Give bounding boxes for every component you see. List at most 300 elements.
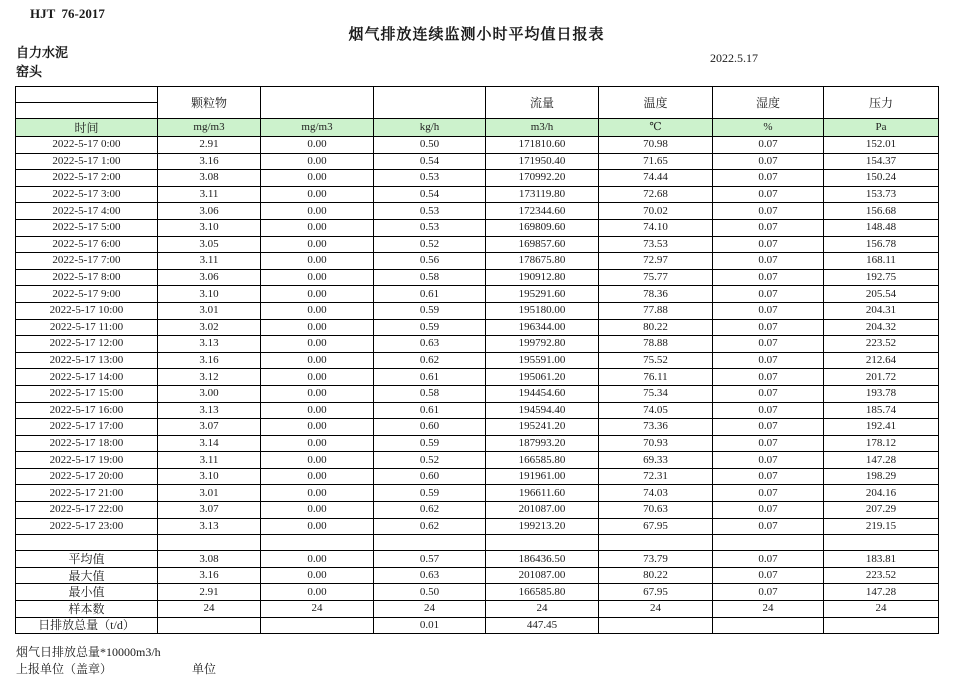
value-cell: 0.53 — [374, 170, 486, 187]
value-cell: 67.95 — [599, 584, 713, 601]
table-row — [16, 236, 939, 253]
value-cell: 72.97 — [599, 253, 713, 270]
value-cell: 0.07 — [713, 567, 824, 584]
value-cell: 0.62 — [374, 352, 486, 369]
value-cell: 3.02 — [158, 319, 261, 336]
value-cell: 70.63 — [599, 502, 713, 519]
header-cell-humidity: 湿度 — [713, 87, 824, 119]
value-cell: 24 — [486, 601, 599, 618]
value-cell: 0.50 — [374, 584, 486, 601]
value-cell: 0.60 — [374, 419, 486, 436]
value-cell: 0.00 — [261, 302, 374, 319]
value-cell: 3.16 — [158, 352, 261, 369]
table-row — [16, 336, 939, 353]
value-cell: 0.07 — [713, 402, 824, 419]
value-cell: 0.07 — [713, 269, 824, 286]
row-label-cell: 2022-5-17 9:00 — [16, 286, 158, 303]
value-cell: 0.52 — [374, 452, 486, 469]
value-cell: 0.07 — [713, 286, 824, 303]
value-cell: 0.57 — [374, 551, 486, 568]
value-cell: 171810.60 — [486, 137, 599, 154]
row-label-cell: 2022-5-17 16:00 — [16, 402, 158, 419]
group-header-row — [16, 87, 939, 103]
value-cell: 3.01 — [158, 302, 261, 319]
value-cell: 194594.40 — [486, 402, 599, 419]
row-label-cell: 2022-5-17 11:00 — [16, 319, 158, 336]
value-cell: 0.59 — [374, 302, 486, 319]
row-label-cell: 最大值 — [16, 567, 158, 584]
value-cell: 3.11 — [158, 186, 261, 203]
table-row — [16, 601, 939, 618]
unit-cell-m3h: m3/h — [486, 119, 599, 137]
value-cell: 0.61 — [374, 402, 486, 419]
value-cell: 173119.80 — [486, 186, 599, 203]
value-cell: 3.07 — [158, 419, 261, 436]
row-label-cell: 平均值 — [16, 551, 158, 568]
value-cell: 73.79 — [599, 551, 713, 568]
table-row — [16, 402, 939, 419]
value-cell: 0.00 — [261, 203, 374, 220]
table-row — [16, 352, 939, 369]
value-cell: 74.10 — [599, 219, 713, 236]
value-cell: 75.34 — [599, 385, 713, 402]
value-cell: 77.88 — [599, 302, 713, 319]
value-cell: 219.15 — [824, 518, 939, 535]
value-cell — [713, 617, 824, 634]
blank-cell — [824, 535, 939, 551]
value-cell: 178675.80 — [486, 253, 599, 270]
value-cell: 0.07 — [713, 219, 824, 236]
value-cell: 72.31 — [599, 468, 713, 485]
value-cell — [824, 617, 939, 634]
value-cell: 0.58 — [374, 269, 486, 286]
value-cell: 2.91 — [158, 584, 261, 601]
value-cell: 3.13 — [158, 518, 261, 535]
value-cell: 78.88 — [599, 336, 713, 353]
value-cell: 3.13 — [158, 336, 261, 353]
value-cell: 3.00 — [158, 385, 261, 402]
value-cell: 199792.80 — [486, 336, 599, 353]
value-cell: 0.59 — [374, 319, 486, 336]
table-row — [16, 502, 939, 519]
value-cell: 166585.80 — [486, 584, 599, 601]
value-cell: 199213.20 — [486, 518, 599, 535]
table-row — [16, 617, 939, 634]
value-cell: 80.22 — [599, 567, 713, 584]
row-label-cell: 2022-5-17 8:00 — [16, 269, 158, 286]
value-cell: 196611.60 — [486, 485, 599, 502]
value-cell: 0.63 — [374, 567, 486, 584]
value-cell: 0.00 — [261, 236, 374, 253]
value-cell: 0.60 — [374, 468, 486, 485]
value-cell: 0.59 — [374, 435, 486, 452]
value-cell: 74.05 — [599, 402, 713, 419]
unit-cell-pa: Pa — [824, 119, 939, 137]
value-cell: 75.77 — [599, 269, 713, 286]
value-cell: 212.64 — [824, 352, 939, 369]
value-cell: 0.07 — [713, 369, 824, 386]
value-cell: 3.14 — [158, 435, 261, 452]
value-cell: 3.08 — [158, 551, 261, 568]
row-label-cell: 2022-5-17 4:00 — [16, 203, 158, 220]
row-label-cell: 2022-5-17 7:00 — [16, 253, 158, 270]
table-row — [16, 518, 939, 535]
value-cell: 75.52 — [599, 352, 713, 369]
row-label-cell: 2022-5-17 19:00 — [16, 452, 158, 469]
table-row — [16, 468, 939, 485]
value-cell: 147.28 — [824, 584, 939, 601]
value-cell: 72.68 — [599, 186, 713, 203]
blank-cell — [261, 535, 374, 551]
header-cell-flow: 流量 — [486, 87, 599, 119]
value-cell: 0.07 — [713, 485, 824, 502]
value-cell: 0.07 — [713, 153, 824, 170]
value-cell: 0.07 — [713, 468, 824, 485]
value-cell: 0.58 — [374, 385, 486, 402]
unit-cell-percent: % — [713, 119, 824, 137]
value-cell: 0.07 — [713, 336, 824, 353]
value-cell: 194454.60 — [486, 385, 599, 402]
page-title: 烟气排放连续监测小时平均值日报表 — [348, 27, 605, 43]
unit-label: 单位 — [192, 662, 217, 676]
value-cell: 0.07 — [713, 170, 824, 187]
value-cell: 0.07 — [713, 137, 824, 154]
value-cell: 0.00 — [261, 369, 374, 386]
table-row — [16, 485, 939, 502]
value-cell: 0.07 — [713, 302, 824, 319]
value-cell: 153.73 — [824, 186, 939, 203]
value-cell: 0.54 — [374, 153, 486, 170]
value-cell: 67.95 — [599, 518, 713, 535]
company-name: 自力水泥 — [16, 45, 69, 60]
value-cell: 192.75 — [824, 269, 939, 286]
value-cell: 195591.00 — [486, 352, 599, 369]
blank-cell — [374, 535, 486, 551]
value-cell: 80.22 — [599, 319, 713, 336]
row-label-cell: 2022-5-17 21:00 — [16, 485, 158, 502]
value-cell: 223.52 — [824, 567, 939, 584]
row-label-cell: 2022-5-17 20:00 — [16, 468, 158, 485]
header-rows — [16, 87, 939, 137]
value-cell: 201.72 — [824, 369, 939, 386]
value-cell: 0.00 — [261, 269, 374, 286]
table-row — [16, 253, 939, 270]
blank-cell — [16, 535, 158, 551]
value-cell: 0.52 — [374, 236, 486, 253]
row-label-cell: 2022-5-17 6:00 — [16, 236, 158, 253]
value-cell: 3.10 — [158, 468, 261, 485]
value-cell: 0.00 — [261, 485, 374, 502]
value-cell: 0.00 — [261, 419, 374, 436]
header-cell-temperature: 温度 — [599, 87, 713, 119]
value-cell: 191961.00 — [486, 468, 599, 485]
value-cell: 0.00 — [261, 286, 374, 303]
value-cell: 0.07 — [713, 352, 824, 369]
value-cell: 73.53 — [599, 236, 713, 253]
table-row — [16, 369, 939, 386]
table-row — [16, 435, 939, 452]
value-cell: 0.50 — [374, 137, 486, 154]
value-cell: 0.07 — [713, 584, 824, 601]
value-cell: 0.00 — [261, 551, 374, 568]
row-label-cell: 日排放总量（t/d） — [16, 617, 158, 634]
row-label-cell: 2022-5-17 1:00 — [16, 153, 158, 170]
blank-cell — [486, 535, 599, 551]
table-row — [16, 286, 939, 303]
value-cell: 24 — [158, 601, 261, 618]
value-cell: 0.61 — [374, 369, 486, 386]
value-cell: 152.01 — [824, 137, 939, 154]
value-cell: 0.07 — [713, 236, 824, 253]
header-cell-empty-bottom — [16, 103, 158, 119]
value-cell: 0.62 — [374, 518, 486, 535]
value-cell: 171950.40 — [486, 153, 599, 170]
value-cell: 0.00 — [261, 336, 374, 353]
unit-cell-time: 时间 — [16, 119, 158, 137]
value-cell: 0.00 — [261, 452, 374, 469]
value-cell: 201087.00 — [486, 502, 599, 519]
value-cell — [261, 617, 374, 634]
table-row — [16, 452, 939, 469]
row-label-cell: 2022-5-17 13:00 — [16, 352, 158, 369]
value-cell: 169809.60 — [486, 219, 599, 236]
value-cell: 3.06 — [158, 269, 261, 286]
value-cell: 185.74 — [824, 402, 939, 419]
value-cell: 3.16 — [158, 153, 261, 170]
table-row — [16, 269, 939, 286]
value-cell: 0.53 — [374, 219, 486, 236]
value-cell: 195061.20 — [486, 369, 599, 386]
value-cell: 0.07 — [713, 419, 824, 436]
value-cell: 0.00 — [261, 186, 374, 203]
value-cell: 192.41 — [824, 419, 939, 436]
table-row — [16, 137, 939, 154]
table-row — [16, 584, 939, 601]
value-cell: 0.00 — [261, 137, 374, 154]
value-cell: 3.10 — [158, 286, 261, 303]
row-label-cell: 2022-5-17 18:00 — [16, 435, 158, 452]
value-cell: 154.37 — [824, 153, 939, 170]
value-cell: 201087.00 — [486, 567, 599, 584]
row-label-cell: 样本数 — [16, 601, 158, 618]
header-cell-particulate: 颗粒物 — [158, 87, 261, 119]
value-cell: 73.36 — [599, 419, 713, 436]
header-cell-empty-1 — [261, 87, 374, 119]
value-cell: 0.59 — [374, 485, 486, 502]
value-cell: 3.07 — [158, 502, 261, 519]
value-cell — [158, 617, 261, 634]
value-cell: 24 — [261, 601, 374, 618]
unit-cell-kgh: kg/h — [374, 119, 486, 137]
value-cell: 169857.60 — [486, 236, 599, 253]
value-cell: 205.54 — [824, 286, 939, 303]
value-cell: 24 — [599, 601, 713, 618]
blank-cell — [713, 535, 824, 551]
value-cell: 3.16 — [158, 567, 261, 584]
value-cell: 0.00 — [261, 253, 374, 270]
value-cell: 0.00 — [261, 170, 374, 187]
row-label-cell: 2022-5-17 2:00 — [16, 170, 158, 187]
value-cell: 0.00 — [261, 153, 374, 170]
value-cell: 186436.50 — [486, 551, 599, 568]
value-cell: 71.65 — [599, 153, 713, 170]
value-cell: 3.05 — [158, 236, 261, 253]
value-cell: 204.32 — [824, 319, 939, 336]
unit-header-row — [16, 119, 939, 137]
value-cell: 0.61 — [374, 286, 486, 303]
daily-report-table — [15, 86, 939, 634]
value-cell: 196344.00 — [486, 319, 599, 336]
table-row — [16, 186, 939, 203]
value-cell: 3.13 — [158, 402, 261, 419]
value-cell: 0.07 — [713, 203, 824, 220]
row-label-cell: 2022-5-17 3:00 — [16, 186, 158, 203]
value-cell: 0.01 — [374, 617, 486, 634]
value-cell: 190912.80 — [486, 269, 599, 286]
value-cell: 24 — [374, 601, 486, 618]
value-cell: 195180.00 — [486, 302, 599, 319]
value-cell: 0.00 — [261, 502, 374, 519]
value-cell: 0.07 — [713, 452, 824, 469]
value-cell: 178.12 — [824, 435, 939, 452]
value-cell: 0.00 — [261, 584, 374, 601]
summary-rows — [16, 551, 939, 634]
value-cell: 0.63 — [374, 336, 486, 353]
value-cell: 3.11 — [158, 452, 261, 469]
value-cell: 0.56 — [374, 253, 486, 270]
value-cell: 223.52 — [824, 336, 939, 353]
value-cell: 156.78 — [824, 236, 939, 253]
header-cell-empty-top — [16, 87, 158, 103]
value-cell: 0.00 — [261, 219, 374, 236]
value-cell: 3.08 — [158, 170, 261, 187]
value-cell: 0.00 — [261, 385, 374, 402]
separator-rows — [16, 535, 939, 551]
value-cell: 147.28 — [824, 452, 939, 469]
value-cell: 0.07 — [713, 253, 824, 270]
value-cell: 193.78 — [824, 385, 939, 402]
value-cell: 74.03 — [599, 485, 713, 502]
value-cell: 0.07 — [713, 502, 824, 519]
row-label-cell: 2022-5-17 15:00 — [16, 385, 158, 402]
value-cell: 0.07 — [713, 518, 824, 535]
table-row — [16, 419, 939, 436]
row-label-cell: 2022-5-17 12:00 — [16, 336, 158, 353]
value-cell: 69.33 — [599, 452, 713, 469]
header-cell-empty-2 — [374, 87, 486, 119]
value-cell: 148.48 — [824, 219, 939, 236]
value-cell: 0.07 — [713, 435, 824, 452]
value-cell: 204.31 — [824, 302, 939, 319]
data-rows — [16, 137, 939, 535]
table-row — [16, 219, 939, 236]
value-cell: 150.24 — [824, 170, 939, 187]
value-cell: 172344.60 — [486, 203, 599, 220]
value-cell: 183.81 — [824, 551, 939, 568]
value-cell: 0.07 — [713, 319, 824, 336]
unit-cell-celsius: ℃ — [599, 119, 713, 137]
value-cell: 78.36 — [599, 286, 713, 303]
table-row — [16, 385, 939, 402]
unit-cell-mgm3-1: mg/m3 — [158, 119, 261, 137]
row-label-cell: 2022-5-17 5:00 — [16, 219, 158, 236]
value-cell: 3.12 — [158, 369, 261, 386]
value-cell: 187993.20 — [486, 435, 599, 452]
value-cell: 76.11 — [599, 369, 713, 386]
value-cell: 2.91 — [158, 137, 261, 154]
value-cell: 70.02 — [599, 203, 713, 220]
value-cell: 70.93 — [599, 435, 713, 452]
report-unit-label: 上报单位（盖章） — [16, 662, 113, 676]
table-row — [16, 302, 939, 319]
monitoring-point-name: 窑头 — [16, 64, 43, 79]
value-cell: 0.53 — [374, 203, 486, 220]
value-cell: 24 — [713, 601, 824, 618]
value-cell: 166585.80 — [486, 452, 599, 469]
value-cell: 0.00 — [261, 435, 374, 452]
value-cell: 170992.20 — [486, 170, 599, 187]
value-cell: 0.07 — [713, 385, 824, 402]
blank-cell — [158, 535, 261, 551]
table-row — [16, 551, 939, 568]
value-cell: 447.45 — [486, 617, 599, 634]
value-cell: 195291.60 — [486, 286, 599, 303]
row-label-cell: 2022-5-17 0:00 — [16, 137, 158, 154]
footer-note: 烟气日排放总量*10000m3/h — [16, 645, 161, 659]
value-cell: 0.00 — [261, 319, 374, 336]
value-cell: 3.01 — [158, 485, 261, 502]
table-row — [16, 153, 939, 170]
value-cell: 198.29 — [824, 468, 939, 485]
value-cell: 195241.20 — [486, 419, 599, 436]
value-cell: 3.06 — [158, 203, 261, 220]
row-label-cell: 最小值 — [16, 584, 158, 601]
value-cell: 204.16 — [824, 485, 939, 502]
blank-row — [16, 535, 939, 551]
value-cell: 0.00 — [261, 468, 374, 485]
value-cell: 0.07 — [713, 551, 824, 568]
value-cell: 0.00 — [261, 518, 374, 535]
header-cell-pressure: 压力 — [824, 87, 939, 119]
value-cell: 3.11 — [158, 253, 261, 270]
blank-cell — [599, 535, 713, 551]
value-cell: 0.00 — [261, 402, 374, 419]
value-cell: 0.00 — [261, 567, 374, 584]
value-cell: 0.00 — [261, 352, 374, 369]
value-cell: 24 — [824, 601, 939, 618]
value-cell: 70.98 — [599, 137, 713, 154]
row-label-cell: 2022-5-17 10:00 — [16, 302, 158, 319]
row-label-cell: 2022-5-17 14:00 — [16, 369, 158, 386]
table-row — [16, 319, 939, 336]
value-cell: 0.07 — [713, 186, 824, 203]
table-row — [16, 567, 939, 584]
report-date: 2022.5.17 — [710, 51, 758, 65]
unit-cell-mgm3-2: mg/m3 — [261, 119, 374, 137]
value-cell: 168.11 — [824, 253, 939, 270]
row-label-cell: 2022-5-17 17:00 — [16, 419, 158, 436]
table-row — [16, 170, 939, 187]
value-cell: 0.62 — [374, 502, 486, 519]
value-cell: 74.44 — [599, 170, 713, 187]
value-cell: 156.68 — [824, 203, 939, 220]
row-label-cell: 2022-5-17 23:00 — [16, 518, 158, 535]
value-cell: 0.54 — [374, 186, 486, 203]
value-cell: 207.29 — [824, 502, 939, 519]
row-label-cell: 2022-5-17 22:00 — [16, 502, 158, 519]
value-cell — [599, 617, 713, 634]
table-row — [16, 203, 939, 220]
